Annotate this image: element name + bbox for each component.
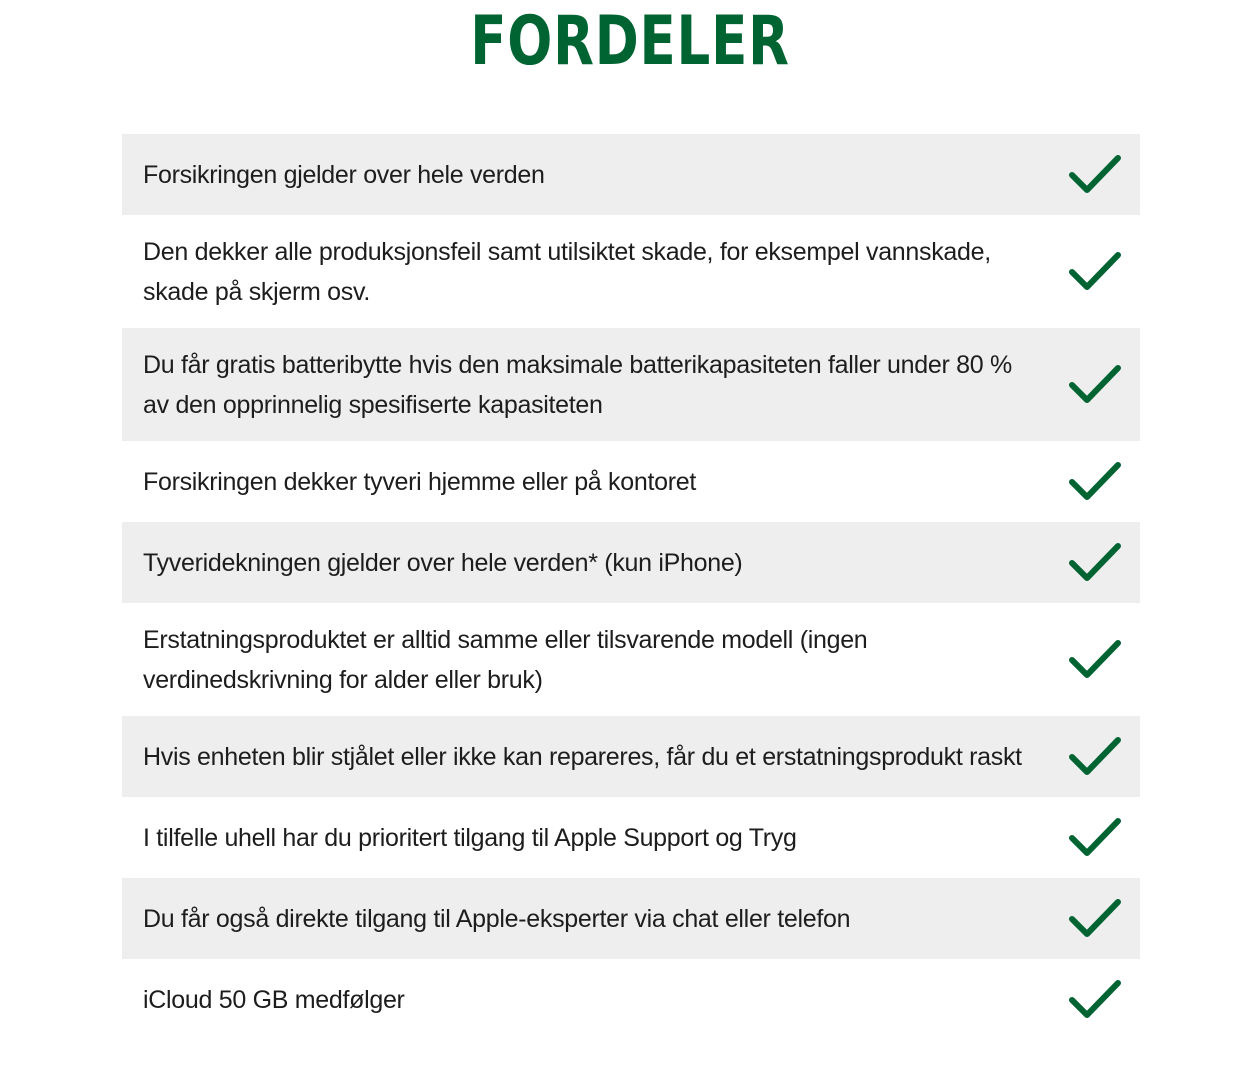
benefit-row <box>122 522 1140 603</box>
checkmark-icon <box>1069 737 1121 777</box>
checkmark-icon <box>1069 899 1121 939</box>
checkmark-icon <box>1069 640 1121 680</box>
checkmark-icon <box>1069 543 1121 583</box>
benefit-row <box>122 215 1140 328</box>
benefit-row <box>122 603 1140 716</box>
benefit-text: Du får også direkte tilgang til Apple-eksperter via chat eller telefon <box>143 904 851 933</box>
checkmark-icon <box>1069 155 1121 195</box>
benefit-text: Du får gratis batteribytte hvis den maksimale batterikapasiteten faller under 80 % av den opprinnelig spesifiserte kapasiteten <box>143 350 1012 419</box>
benefit-row <box>122 959 1140 1040</box>
benefit-row <box>122 878 1140 959</box>
benefit-text: Tyveridekningen gjelder over hele verden* (kun iPhone) <box>143 548 743 577</box>
checkmark-icon <box>1069 252 1121 292</box>
checkmark-icon <box>1069 818 1121 858</box>
benefit-row <box>122 797 1140 878</box>
benefit-text: Den dekker alle produksjonsfeil samt utilsiktet skade, for eksempel vannskade, skade på skjerm osv. <box>143 237 991 306</box>
page-title: FORDELER <box>470 2 790 81</box>
benefit-text: Hvis enheten blir stjålet eller ikke kan repareres, får du et erstatningsprodukt raskt <box>143 742 1022 771</box>
benefit-row <box>122 441 1140 522</box>
benefit-text: Forsikringen dekker tyveri hjemme eller på kontoret <box>143 467 696 496</box>
benefit-text: Erstatningsproduktet er alltid samme eller tilsvarende modell (ingen verdinedskrivning for alder eller bruk) <box>143 625 868 694</box>
checkmark-icon <box>1069 980 1121 1020</box>
benefit-row <box>122 134 1140 215</box>
benefit-row <box>122 328 1140 441</box>
benefit-row <box>122 716 1140 797</box>
benefit-text: Forsikringen gjelder over hele verden <box>143 160 545 189</box>
benefit-text: iCloud 50 GB medfølger <box>143 985 405 1014</box>
benefit-text: I tilfelle uhell har du prioritert tilgang til Apple Support og Tryg <box>143 823 797 852</box>
benefits-list <box>122 134 1140 1040</box>
checkmark-icon <box>1069 365 1121 405</box>
checkmark-icon <box>1069 462 1121 502</box>
